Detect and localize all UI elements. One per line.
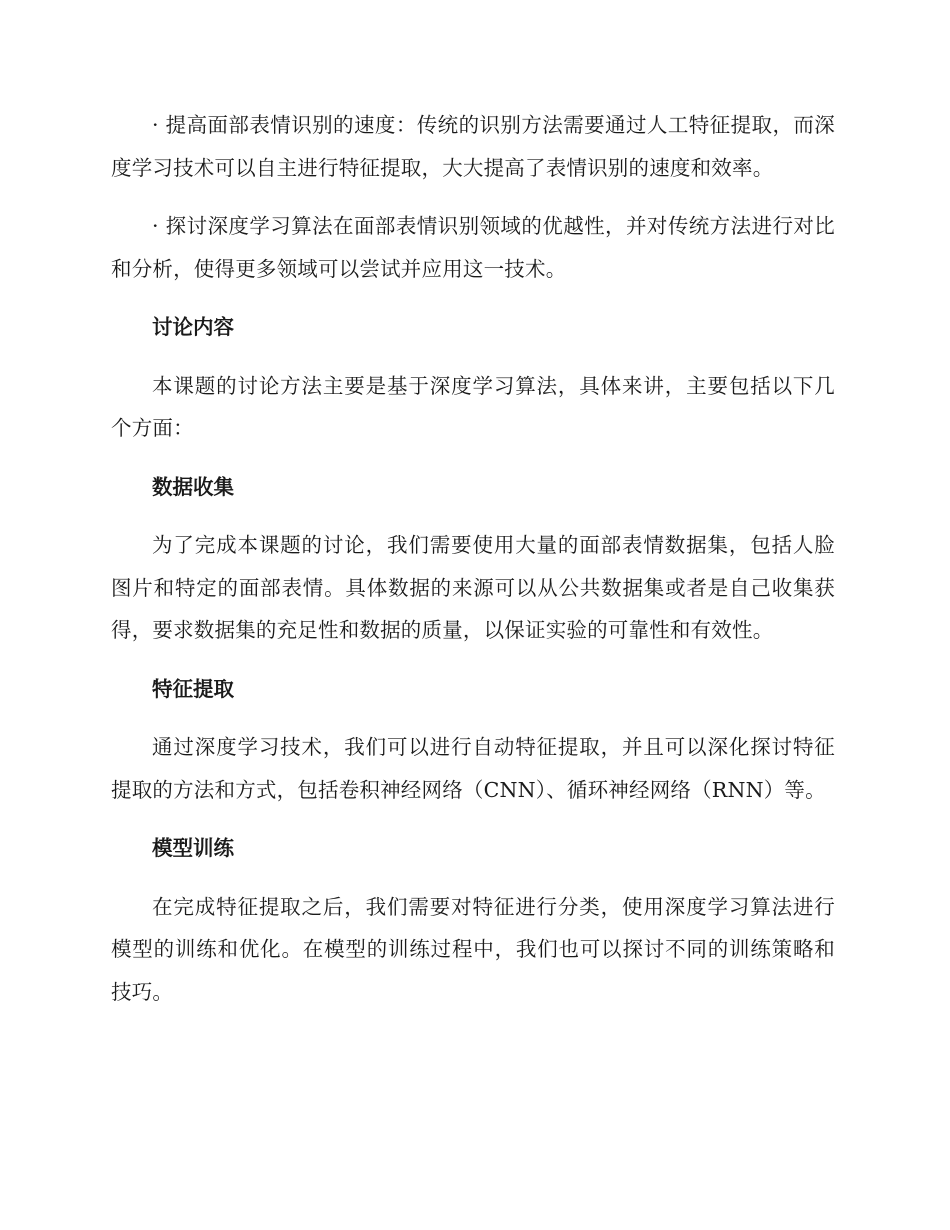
paragraph-feature-extraction: 通过深度学习技术，我们可以进行自动特征提取，并且可以深化探讨特征提取的方法和方式，包括卷积神经网络（CNN）、循环神经网络（RNN）等。	[111, 735, 835, 802]
section-heading-discussion: 讨论内容	[152, 315, 234, 339]
paragraph-data-collection: 为了完成本课题的讨论，我们需要使用大量的面部表情数据集，包括人脸图片和特定的面部表情。具体数据的来源可以从公共数据集或者是自己收集获得，要求数据集的充足性和数据的质量，以保证实验的可靠性和有效性。	[111, 533, 835, 642]
section-heading-model-training: 模型训练	[152, 836, 234, 860]
bullet-paragraph-speed: · 提高面部表情识别的速度：传统的识别方法需要通过人工特征提取，而深度学习技术可以自主进行特征提取，大大提高了表情识别的速度和效率。	[111, 113, 835, 180]
section-heading-feature-extraction: 特征提取	[152, 676, 234, 701]
paragraph-discussion-intro: 本课题的讨论方法主要是基于深度学习算法，具体来讲，主要包括以下几个方面：	[111, 373, 835, 440]
paragraph-model-training: 在完成特征提取之后，我们需要对特征进行分类，使用深度学习算法进行模型的训练和优化。在模型的训练过程中，我们也可以探讨不同的训练策略和技巧。	[111, 894, 835, 1004]
document-page	[111, 104, 835, 1029]
section-heading-data-collection: 数据收集	[152, 474, 234, 499]
bullet-paragraph-superiority: · 探讨深度学习算法在面部表情识别领域的优越性，并对传统方法进行对比和分析，使得更多领域可以尝试并应用这一技术。	[111, 214, 835, 281]
